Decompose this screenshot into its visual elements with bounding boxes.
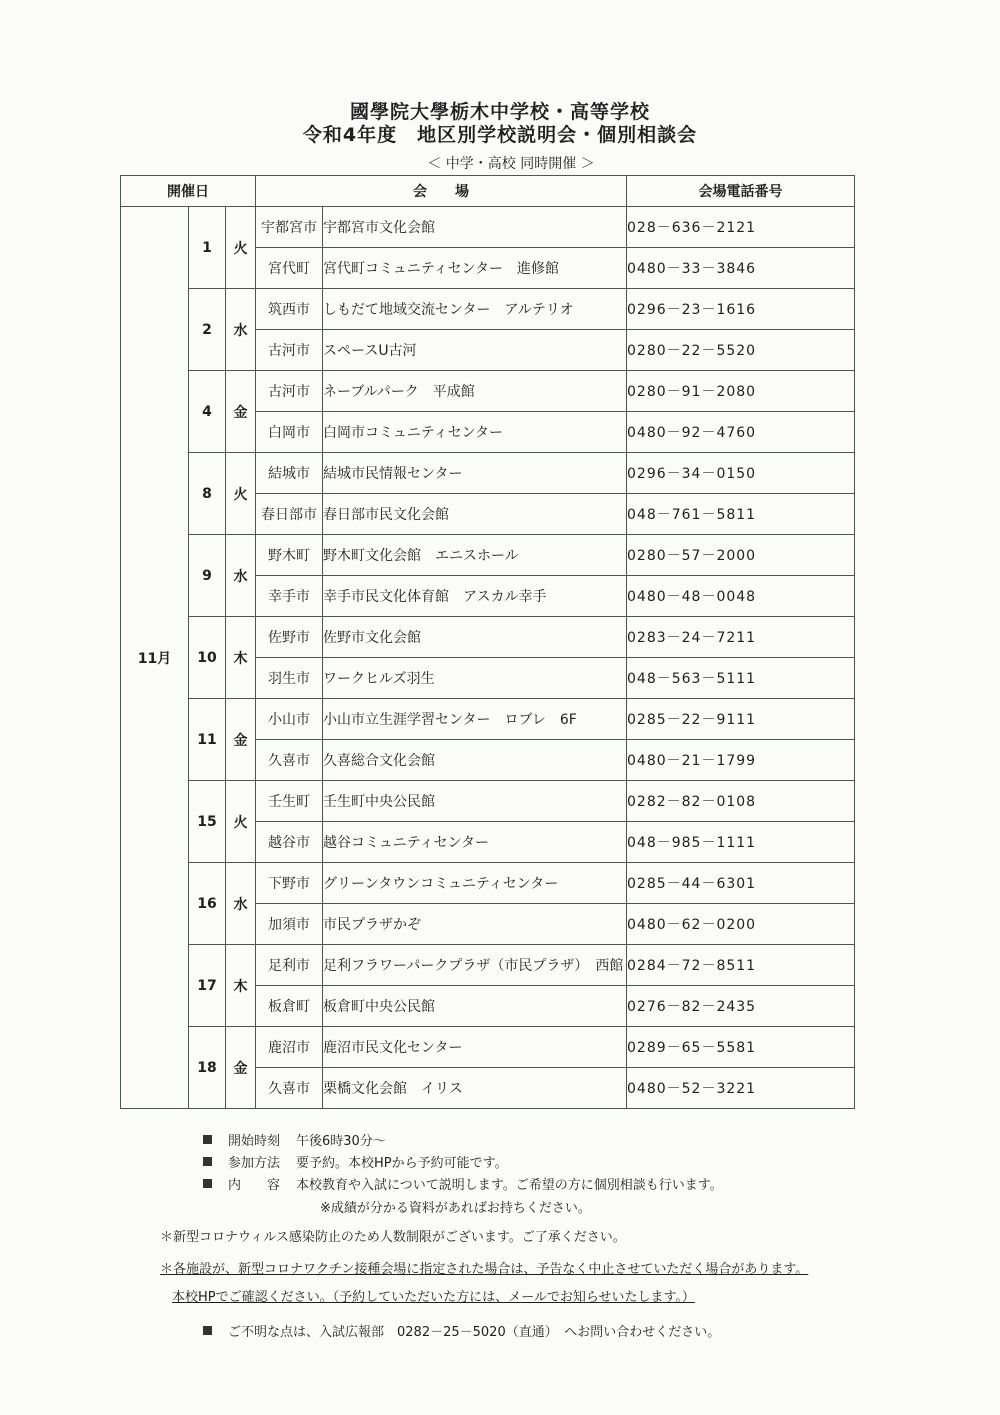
day-cell: 18	[189, 1027, 226, 1109]
day-cell: 11	[189, 699, 226, 781]
phone-cell: 0480－48－0048	[627, 576, 855, 617]
city-cell: 佐野市	[256, 617, 323, 658]
city-cell: 板倉町	[256, 986, 323, 1027]
venue-cell: 壬生町中央公民館	[323, 781, 627, 822]
weekday-cell: 水	[226, 863, 256, 945]
city-cell: 下野市	[256, 863, 323, 904]
header-venue: 会 場	[256, 176, 627, 207]
note-vaccine-confirm: 本校HPでご確認ください。（予約していただいた方には、メールでお知らせいたします。）	[172, 1290, 695, 1305]
weekday-cell: 金	[226, 699, 256, 781]
phone-cell: 0480－33－3846	[627, 248, 855, 289]
month-cell: 11月	[121, 207, 189, 1109]
venue-cell: しもだて地域交流センター アルテリオ	[323, 289, 627, 330]
city-cell: 足利市	[256, 945, 323, 986]
bullet-square-icon	[203, 1157, 212, 1166]
weekday-cell: 火	[226, 453, 256, 535]
phone-cell: 0276－82－2435	[627, 986, 855, 1027]
venue-cell: 栗橋文化会館 イリス	[323, 1068, 627, 1109]
city-cell: 久喜市	[256, 740, 323, 781]
venue-cell: 白岡市コミュニティセンター	[323, 412, 627, 453]
school-title: 國學院大學栃木中学校・高等学校	[349, 101, 650, 123]
weekday-cell: 木	[226, 945, 256, 1027]
weekday-cell: 水	[226, 289, 256, 371]
day-cell: 4	[189, 371, 226, 453]
weekday-cell: 水	[226, 535, 256, 617]
day-cell: 8	[189, 453, 226, 535]
venue-cell: グリーンタウンコミュニティセンター	[323, 863, 627, 904]
info-method: 参加方法 要予約。本校HPから予約可能です。	[203, 1152, 508, 1171]
table-row	[121, 945, 855, 986]
header-phone: 会場電話番号	[627, 176, 855, 207]
city-cell: 鹿沼市	[256, 1027, 323, 1068]
weekday-cell: 金	[226, 1027, 256, 1109]
city-cell: 越谷市	[256, 822, 323, 863]
venue-cell: 佐野市文化会館	[323, 617, 627, 658]
table-header-row	[121, 176, 855, 207]
info-start: 開始時刻 午後6時30分～	[203, 1130, 386, 1149]
header-date: 開催日	[121, 176, 256, 207]
weekday-cell: 火	[226, 781, 256, 863]
phone-cell: 0480－92－4760	[627, 412, 855, 453]
city-cell: 白岡市	[256, 412, 323, 453]
venue-cell: スペースU古河	[323, 330, 627, 371]
phone-cell: 0280－22－5520	[627, 330, 855, 371]
day-cell: 1	[189, 207, 226, 289]
city-cell: 久喜市	[256, 1068, 323, 1109]
city-cell: 野木町	[256, 535, 323, 576]
venue-cell: 鹿沼市民文化センター	[323, 1027, 627, 1068]
table-row	[121, 535, 855, 576]
info-content-note: ※成績が分かる資料があればお持ちください。	[320, 1201, 591, 1216]
day-cell: 9	[189, 535, 226, 617]
venue-cell: 市民プラザかぞ	[323, 904, 627, 945]
info-content: 内 容 本校教育や入試について説明します。ご希望の方に個別相談も行います。	[203, 1174, 723, 1193]
phone-cell: 0480－62－0200	[627, 904, 855, 945]
day-cell: 15	[189, 781, 226, 863]
venue-cell: ワークヒルズ羽生	[323, 658, 627, 699]
venue-cell: 足利フラワーパークプラザ（市民プラザ） 西館	[323, 945, 627, 986]
phone-cell: 048－985－1111	[627, 822, 855, 863]
phone-cell: 0284－72－8511	[627, 945, 855, 986]
city-cell: 結城市	[256, 453, 323, 494]
subtitle: ＜ 中学・高校 同時開催 ＞	[427, 156, 595, 172]
day-cell: 10	[189, 617, 226, 699]
day-cell: 17	[189, 945, 226, 1027]
day-cell: 2	[189, 289, 226, 371]
table-row	[121, 453, 855, 494]
event-title: 令和4年度 地区別学校説明会・個別相談会	[302, 124, 698, 146]
phone-cell: 0289－65－5581	[627, 1027, 855, 1068]
venue-cell: ネーブルパーク 平成館	[323, 371, 627, 412]
weekday-cell: 金	[226, 371, 256, 453]
city-cell: 羽生市	[256, 658, 323, 699]
venue-cell: 結城市民情報センター	[323, 453, 627, 494]
venue-cell: 幸手市民文化体育館 アスカル幸手	[323, 576, 627, 617]
venue-cell: 小山市立生涯学習センター ロブレ 6F	[323, 699, 627, 740]
table-row	[121, 781, 855, 822]
phone-cell: 0480－21－1799	[627, 740, 855, 781]
phone-cell: 0296－23－1616	[627, 289, 855, 330]
table-row	[121, 1027, 855, 1068]
city-cell: 春日部市	[256, 494, 323, 535]
bullet-square-icon	[203, 1135, 212, 1144]
schedule-table	[120, 175, 855, 1109]
phone-cell: 048－761－5811	[627, 494, 855, 535]
day-cell: 16	[189, 863, 226, 945]
venue-cell: 板倉町中央公民館	[323, 986, 627, 1027]
weekday-cell: 火	[226, 207, 256, 289]
venue-cell: 野木町文化会館 エニスホール	[323, 535, 627, 576]
city-cell: 宮代町	[256, 248, 323, 289]
venue-cell: 宇都宮市文化会館	[323, 207, 627, 248]
table-row	[121, 289, 855, 330]
table-row	[121, 863, 855, 904]
phone-cell: 028－636－2121	[627, 207, 855, 248]
table-row	[121, 207, 855, 248]
phone-cell: 0280－57－2000	[627, 535, 855, 576]
phone-cell: 0285－22－9111	[627, 699, 855, 740]
phone-cell: 0480－52－3221	[627, 1068, 855, 1109]
city-cell: 壬生町	[256, 781, 323, 822]
city-cell: 幸手市	[256, 576, 323, 617]
venue-cell: 春日部市民文化会館	[323, 494, 627, 535]
table-row	[121, 617, 855, 658]
phone-cell: 0283－24－7211	[627, 617, 855, 658]
contact-line: ご不明な点は、入試広報部 0282－25－5020（直通） へお問い合わせください。	[203, 1321, 720, 1340]
note-vaccine: ＊各施設が、新型コロナワクチン接種会場に指定された場合は、予告なく中止させていただく場合があります。	[160, 1262, 809, 1277]
city-cell: 筑西市	[256, 289, 323, 330]
bullet-square-icon	[203, 1326, 212, 1335]
bullet-square-icon	[203, 1179, 212, 1188]
venue-cell: 宮代町コミュニティセンター 進修館	[323, 248, 627, 289]
phone-cell: 0280－91－2080	[627, 371, 855, 412]
city-cell: 加須市	[256, 904, 323, 945]
phone-cell: 0285－44－6301	[627, 863, 855, 904]
weekday-cell: 木	[226, 617, 256, 699]
city-cell: 小山市	[256, 699, 323, 740]
venue-cell: 越谷コミュニティセンター	[323, 822, 627, 863]
city-cell: 古河市	[256, 330, 323, 371]
city-cell: 古河市	[256, 371, 323, 412]
venue-cell: 久喜総合文化会館	[323, 740, 627, 781]
phone-cell: 048－563－5111	[627, 658, 855, 699]
city-cell: 宇都宮市	[256, 207, 323, 248]
note-covid: ＊新型コロナウィルス感染防止のため人数制限がございます。ご了承ください。	[160, 1230, 626, 1245]
table-row	[121, 699, 855, 740]
phone-cell: 0282－82－0108	[627, 781, 855, 822]
table-row	[121, 371, 855, 412]
phone-cell: 0296－34－0150	[627, 453, 855, 494]
